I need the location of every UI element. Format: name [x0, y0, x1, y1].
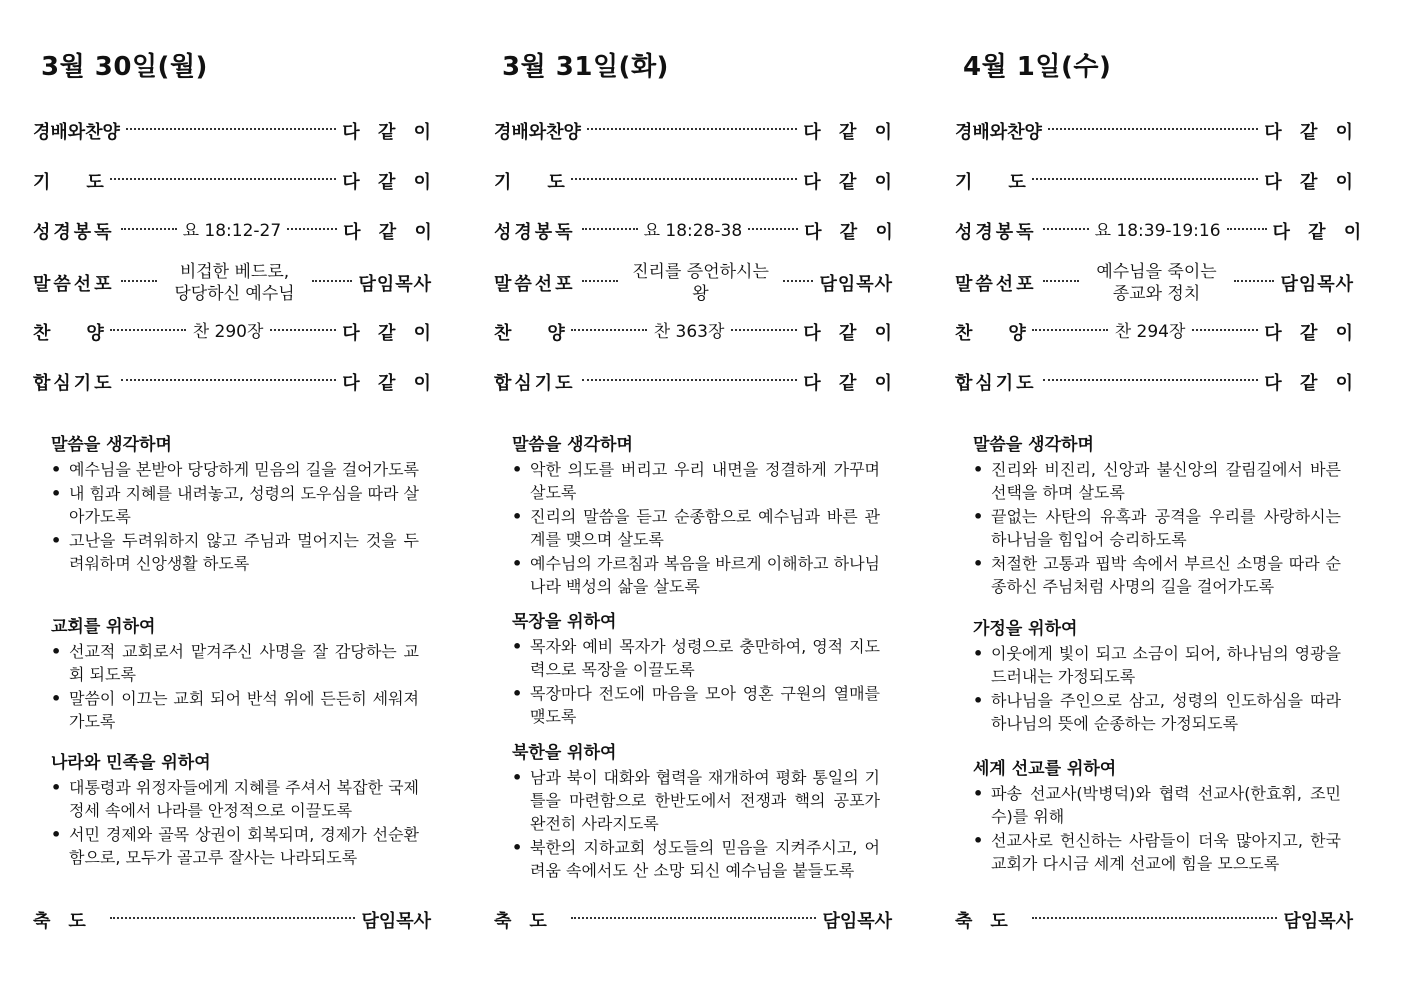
prayer-item: • 서민 경제와 골목 상권이 회복되며, 경제가 선순환함으로, 모두가 골고루 잘사는 나라되도록 — [51, 823, 419, 869]
prayer-item: • 내 힘과 지혜를 내려놓고, 성령의 도우심을 따라 살아가도록 — [51, 482, 419, 528]
row-value: 담임목사 — [361, 911, 431, 932]
dot-leader — [748, 228, 798, 230]
prayer-item: • 북한의 지하교회 성도들의 믿음을 지켜주시고, 어려움 속에서도 산 소망 되신 예수님을 붙들도록 — [512, 836, 880, 882]
row-label: 기 도 — [33, 172, 104, 193]
prayer-section — [51, 612, 419, 734]
order-row-group-prayer — [494, 364, 898, 400]
row-value: 다 같 이 — [1264, 122, 1359, 143]
prayer-item: • 선교사로 헌신하는 사람들이 더욱 많아지고, 한국교회가 다시금 세계 선교에 힘을 모으도록 — [973, 829, 1341, 875]
prayer-item: • 파송 선교사(박병덕)와 협력 선교사(한효휘, 조민수)를 위해 — [973, 782, 1341, 828]
scripture-reference: 요 18:12-27 — [182, 221, 282, 241]
prayer-item: • 처절한 고통과 핍박 속에서 부르신 소명을 따라 순종하신 주님처럼 사명의 길을 걸어가도록 — [973, 552, 1341, 598]
dot-leader — [121, 379, 337, 381]
dot-leader — [571, 329, 647, 331]
dot-leader — [571, 178, 798, 180]
sermon-title — [624, 261, 778, 305]
sermon-title-line-1: 예수님을 죽이는 — [1096, 262, 1217, 282]
dot-leader — [1234, 280, 1274, 282]
order-row-sermon — [955, 258, 1353, 308]
row-value: 다 같 이 — [804, 222, 899, 243]
row-label: 축 도 — [494, 911, 547, 932]
prayer-item: • 끝없는 사탄의 유혹과 공격을 우리를 사랑하시는 하나님을 힘입어 승리하도록 — [973, 505, 1341, 551]
row-label: 성경봉독 — [33, 222, 115, 243]
dot-leader — [1043, 379, 1259, 381]
dot-leader — [1227, 228, 1267, 230]
benediction-row — [33, 902, 431, 938]
benediction-row — [955, 902, 1353, 938]
row-value: 담임목사 — [822, 911, 892, 932]
dot-leader — [110, 178, 337, 180]
prayer-item: • 진리와 비진리, 신앙과 불신앙의 갈림길에서 바른 선택을 하며 살도록 — [973, 458, 1341, 504]
dot-leader — [287, 228, 337, 230]
dot-leader — [731, 329, 797, 331]
order-row-prayer — [494, 163, 898, 199]
section-heading: 교회를 위하여 — [51, 617, 156, 637]
section-heading: 북한을 위하여 — [512, 743, 617, 763]
row-label: 말씀선포 — [955, 274, 1037, 295]
row-label: 말씀선포 — [33, 274, 115, 295]
dot-leader — [582, 228, 638, 230]
section-heading: 나라와 민족을 위하여 — [51, 753, 211, 773]
row-value: 다 같 이 — [803, 373, 898, 394]
order-row-hymn — [33, 314, 437, 350]
order-row-sermon — [494, 258, 892, 308]
row-value: 담임목사 — [1283, 911, 1353, 932]
benediction-row — [494, 902, 892, 938]
section-heading: 세계 선교를 위하여 — [973, 759, 1117, 779]
prayer-section — [512, 430, 880, 599]
row-label: 성경봉독 — [955, 222, 1037, 243]
order-row-worship — [494, 113, 898, 149]
prayer-section — [973, 614, 1341, 736]
order-row-sermon — [33, 258, 431, 308]
row-value: 다 같 이 — [342, 373, 437, 394]
prayer-item: • 이웃에게 빛이 되고 소금이 되어, 하나님의 영광을 드러내는 가정되도록 — [973, 642, 1341, 688]
row-label: 합심기도 — [33, 373, 115, 394]
row-value: 다 같 이 — [1272, 222, 1368, 243]
row-label: 축 도 — [955, 911, 1008, 932]
row-value: 담임목사 — [819, 274, 893, 295]
prayer-item: • 선교적 교회로서 맡겨주신 사명을 잘 감당하는 교회 되도록 — [51, 640, 419, 686]
row-value: 다 같 이 — [803, 122, 898, 143]
row-value: 다 같 이 — [342, 172, 437, 193]
dot-leader — [783, 280, 813, 282]
prayer-item: • 목장마다 전도에 마음을 모아 영혼 구원의 열매를 맺도록 — [512, 682, 880, 728]
dot-leader — [312, 280, 352, 282]
dot-leader — [270, 329, 336, 331]
sermon-title-line-2: 왕 — [692, 284, 709, 304]
day-title: 3월 30일(월) — [41, 52, 208, 82]
sermon-title-line-2: 종교와 정치 — [1112, 284, 1201, 304]
dot-leader — [110, 329, 186, 331]
section-heading: 말씀을 생각하며 — [512, 435, 633, 455]
row-label: 경배와찬양 — [494, 122, 581, 143]
prayer-section — [51, 430, 419, 576]
order-row-scripture — [33, 213, 438, 249]
scripture-reference: 요 18:28-38 — [643, 221, 743, 241]
dot-leader — [1032, 917, 1278, 919]
prayer-section — [512, 738, 880, 883]
day-title: 3월 31일(화) — [502, 52, 669, 82]
scripture-reference: 요 18:39-19:16 — [1094, 221, 1221, 241]
row-label: 찬 양 — [33, 323, 104, 344]
prayer-item: • 하나님을 주인으로 삼고, 성령의 인도하심을 따라 하나님의 뜻에 순종하는 가정되도록 — [973, 689, 1341, 735]
dot-leader — [582, 379, 798, 381]
prayer-item: • 대통령과 위정자들에게 지혜를 주셔서 복잡한 국제 정세 속에서 나라를 안정적으로 이끌도록 — [51, 776, 419, 822]
row-label: 찬 양 — [955, 323, 1026, 344]
prayer-section — [973, 754, 1341, 876]
row-label: 찬 양 — [494, 323, 565, 344]
row-value: 다 같 이 — [1264, 172, 1359, 193]
row-value: 다 같 이 — [343, 222, 438, 243]
row-label: 성경봉독 — [494, 222, 576, 243]
row-value: 다 같 이 — [1264, 323, 1359, 344]
order-row-worship — [33, 113, 437, 149]
hymn-number: 찬 363장 — [653, 322, 725, 342]
row-label: 합심기도 — [955, 373, 1037, 394]
row-value: 담임목사 — [358, 274, 432, 295]
order-row-prayer — [955, 163, 1359, 199]
order-row-group-prayer — [955, 364, 1359, 400]
order-row-hymn — [494, 314, 898, 350]
sermon-title-line-2: 당당하신 예수님 — [174, 284, 295, 304]
order-row-group-prayer — [33, 364, 437, 400]
row-label: 합심기도 — [494, 373, 576, 394]
row-label: 기 도 — [955, 172, 1026, 193]
prayer-section — [512, 607, 880, 729]
dot-leader — [1048, 128, 1258, 130]
section-heading: 말씀을 생각하며 — [973, 435, 1094, 455]
section-heading: 가정을 위하여 — [973, 619, 1078, 639]
dot-leader — [582, 280, 618, 282]
dot-leader — [1043, 228, 1089, 230]
row-value: 다 같 이 — [342, 122, 437, 143]
prayer-section — [51, 748, 419, 870]
prayer-item: • 악한 의도를 버리고 우리 내면을 정결하게 가꾸며 살도록 — [512, 458, 880, 504]
dot-leader — [571, 917, 817, 919]
row-label: 경배와찬양 — [955, 122, 1042, 143]
prayer-item: • 예수님의 가르침과 복음을 바르게 이해하고 하나님 나라 백성의 삶을 살도록 — [512, 552, 880, 598]
row-label: 경배와찬양 — [33, 122, 120, 143]
prayer-item: • 진리의 말씀을 듣고 순종함으로 예수님과 바른 관계를 맺으며 살도록 — [512, 505, 880, 551]
prayer-item: • 고난을 두려워하지 않고 주님과 멀어지는 것을 두려워하며 신앙생활 하도록 — [51, 529, 419, 575]
row-label: 축 도 — [33, 911, 86, 932]
row-value: 담임목사 — [1280, 274, 1354, 295]
dot-leader — [1043, 280, 1079, 282]
dot-leader — [121, 280, 157, 282]
sermon-title — [1085, 261, 1229, 305]
prayer-item: • 말씀이 이끄는 교회 되어 반석 위에 든든히 세워져 가도록 — [51, 687, 419, 733]
dot-leader — [587, 128, 797, 130]
dot-leader — [1192, 329, 1258, 331]
order-row-scripture — [494, 213, 899, 249]
hymn-number: 찬 294장 — [1114, 322, 1186, 342]
dot-leader — [1032, 178, 1259, 180]
prayer-item: • 예수님을 본받아 당당하게 믿음의 길을 걸어가도록 — [51, 458, 419, 481]
row-value: 다 같 이 — [1264, 373, 1359, 394]
order-row-worship — [955, 113, 1359, 149]
section-heading: 목장을 위하여 — [512, 612, 617, 632]
sermon-title-line-1: 비겁한 베드로, — [179, 262, 290, 282]
dot-leader — [126, 128, 336, 130]
sermon-title — [163, 261, 307, 305]
prayer-item: • 목자와 예비 목자가 성령으로 충만하여, 영적 지도력으로 목장을 이끌도록 — [512, 635, 880, 681]
row-label: 말씀선포 — [494, 274, 576, 295]
order-row-scripture — [955, 213, 1368, 249]
row-label: 기 도 — [494, 172, 565, 193]
dot-leader — [121, 228, 177, 230]
prayer-section — [973, 430, 1341, 599]
order-row-prayer — [33, 163, 437, 199]
day-title: 4월 1일(수) — [963, 52, 1112, 82]
sermon-title-line-1: 진리를 증언하시는 — [632, 262, 769, 282]
row-value: 다 같 이 — [803, 323, 898, 344]
row-value: 다 같 이 — [342, 323, 437, 344]
section-heading: 말씀을 생각하며 — [51, 435, 172, 455]
dot-leader — [1032, 329, 1108, 331]
hymn-number: 찬 290장 — [192, 322, 264, 342]
row-value: 다 같 이 — [803, 172, 898, 193]
order-row-hymn — [955, 314, 1359, 350]
dot-leader — [110, 917, 356, 919]
prayer-item: • 남과 북이 대화와 협력을 재개하여 평화 통일의 기틀을 마련함으로 한반도에서 전쟁과 핵의 공포가 완전히 사라지도록 — [512, 766, 880, 835]
